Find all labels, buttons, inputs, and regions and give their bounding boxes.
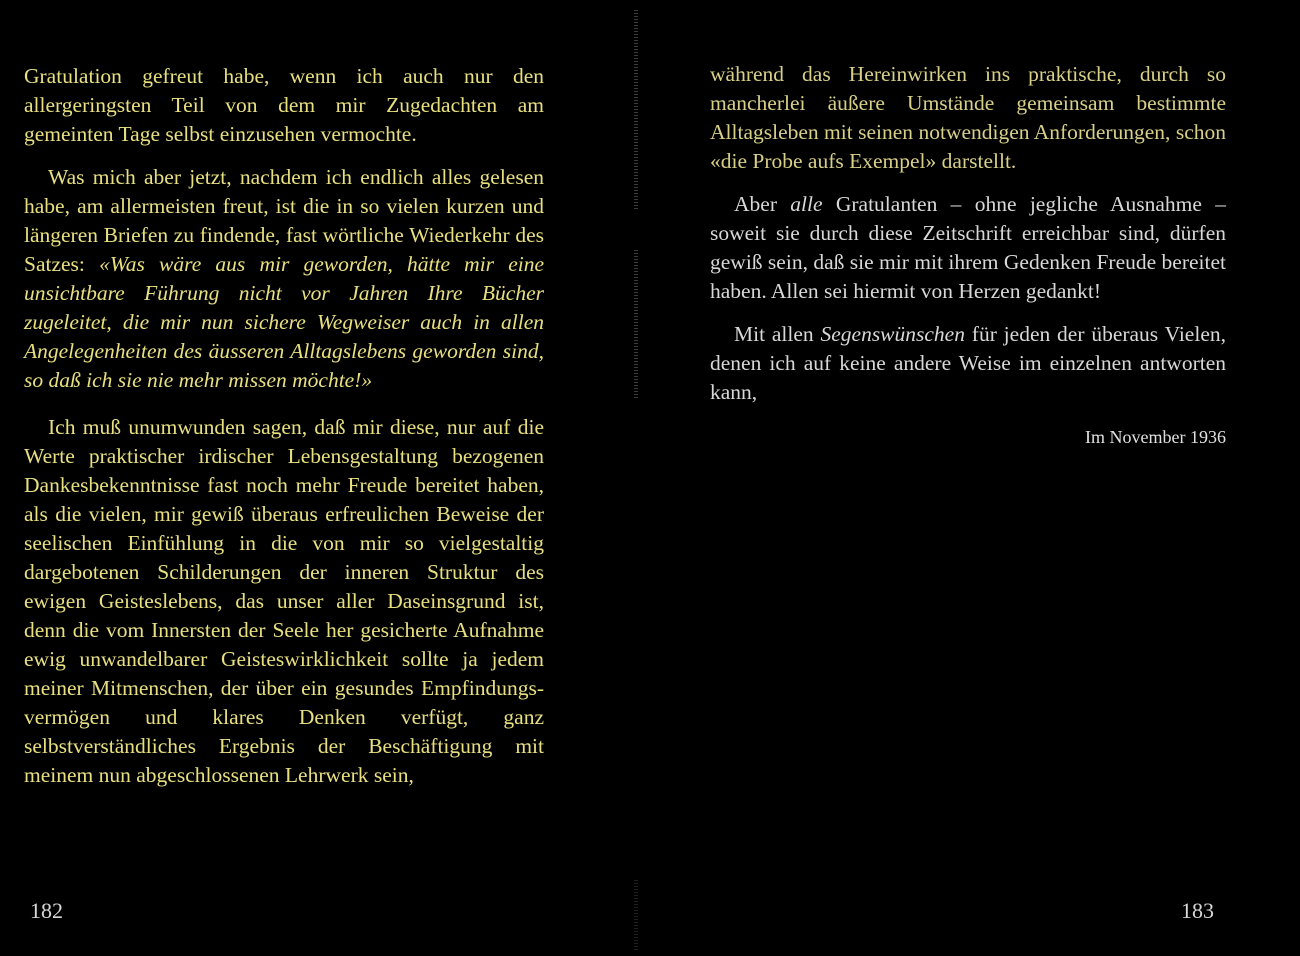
page-number-right: 183: [1181, 898, 1214, 923]
right-paragraph-3: Mit allen Segenswünschen für jeden der überaus Vielen, denen ich auf keine andere Weise im einzelnen antworten kann,: [710, 322, 1226, 404]
gutter-shadow: [634, 880, 638, 950]
left-paragraph-2: Was mich aber jetzt, nachdem ich endlich alles gelesen habe, am allermeisten freut, ist die in so vielen kurzen und längeren Briefen zu findende, fast wörtliche Wiederkehr des Satzes: «Was wäre aus mir geworden, hätte mir eine unsichtbare Führung nicht vor Jahren Ihre Bücher zugeleitet, die mir nun sichere Wegweiser auch in allen Angelegenheiten des äusseren Alltagslebens geworden sind, so daß ich sie nie mehr missen möchte!»: [24, 165, 545, 392]
right-page-text: [710, 60, 1226, 452]
page-number-left: 182: [30, 898, 63, 923]
right-page: [640, 0, 1300, 956]
date-line: Im November 1936: [1085, 427, 1226, 447]
left-paragraph-3: Ich muß unumwunden sagen, daß mir diese, nur auf die Werte praktischer irdischer Lebensgestaltung bezogenen Dankesbekenntnisse fast noch mehr Freude bereitet haben, als die vielen, mir gewiß überaus erfreulichen Beweise der seelischen Einfühlung in die von mir so vielgestaltig dargebotenen Schilderungen der inneren Struktur des ewigen Geisteslebens, das unser aller Daseinsgrund ist, denn die vom Innersten der Seele her gesicherte Aufnahme ewig unwandelbarer Geisteswirklichkeit sollte ja jedem meiner Mitmenschen, der über ein gesundes Empfindungsvermögen und klares Denken verfügt, ganz selbstverständliches Ergebnis der Beschäftigung mit meinem nun abgeschlossenen Lehrwerk sein,: [24, 415, 544, 787]
left-page: [0, 0, 620, 956]
right-paragraph-1: während das Hereinwirken ins praktische, durch so mancherlei äußere Umstände gemeinsam bestimmte Alltagsleben mit seinen notwendigen Anforderungen, schon «die Probe aufs Exempel» darstellt.: [710, 62, 1226, 173]
gutter-shadow: [634, 10, 638, 210]
left-paragraph-1: Gratulation gefreut habe, wenn ich auch nur den allergeringsten Teil von dem mir Zugedachten am gemeinten Tage selbst einzusehen vermochte.: [24, 64, 544, 146]
right-paragraph-2: Aber alle Gratulanten – ohne jegliche Ausnahme – soweit sie durch diese Zeitschrift erreichbar sind, dürfen gewiß sein, daß sie mir mit ihrem Gedenken Freude bereitet haben. Allen sei hiermit von Herzen gedankt!: [710, 192, 1227, 303]
gutter-shadow: [634, 250, 638, 400]
left-page-text: [24, 62, 544, 804]
